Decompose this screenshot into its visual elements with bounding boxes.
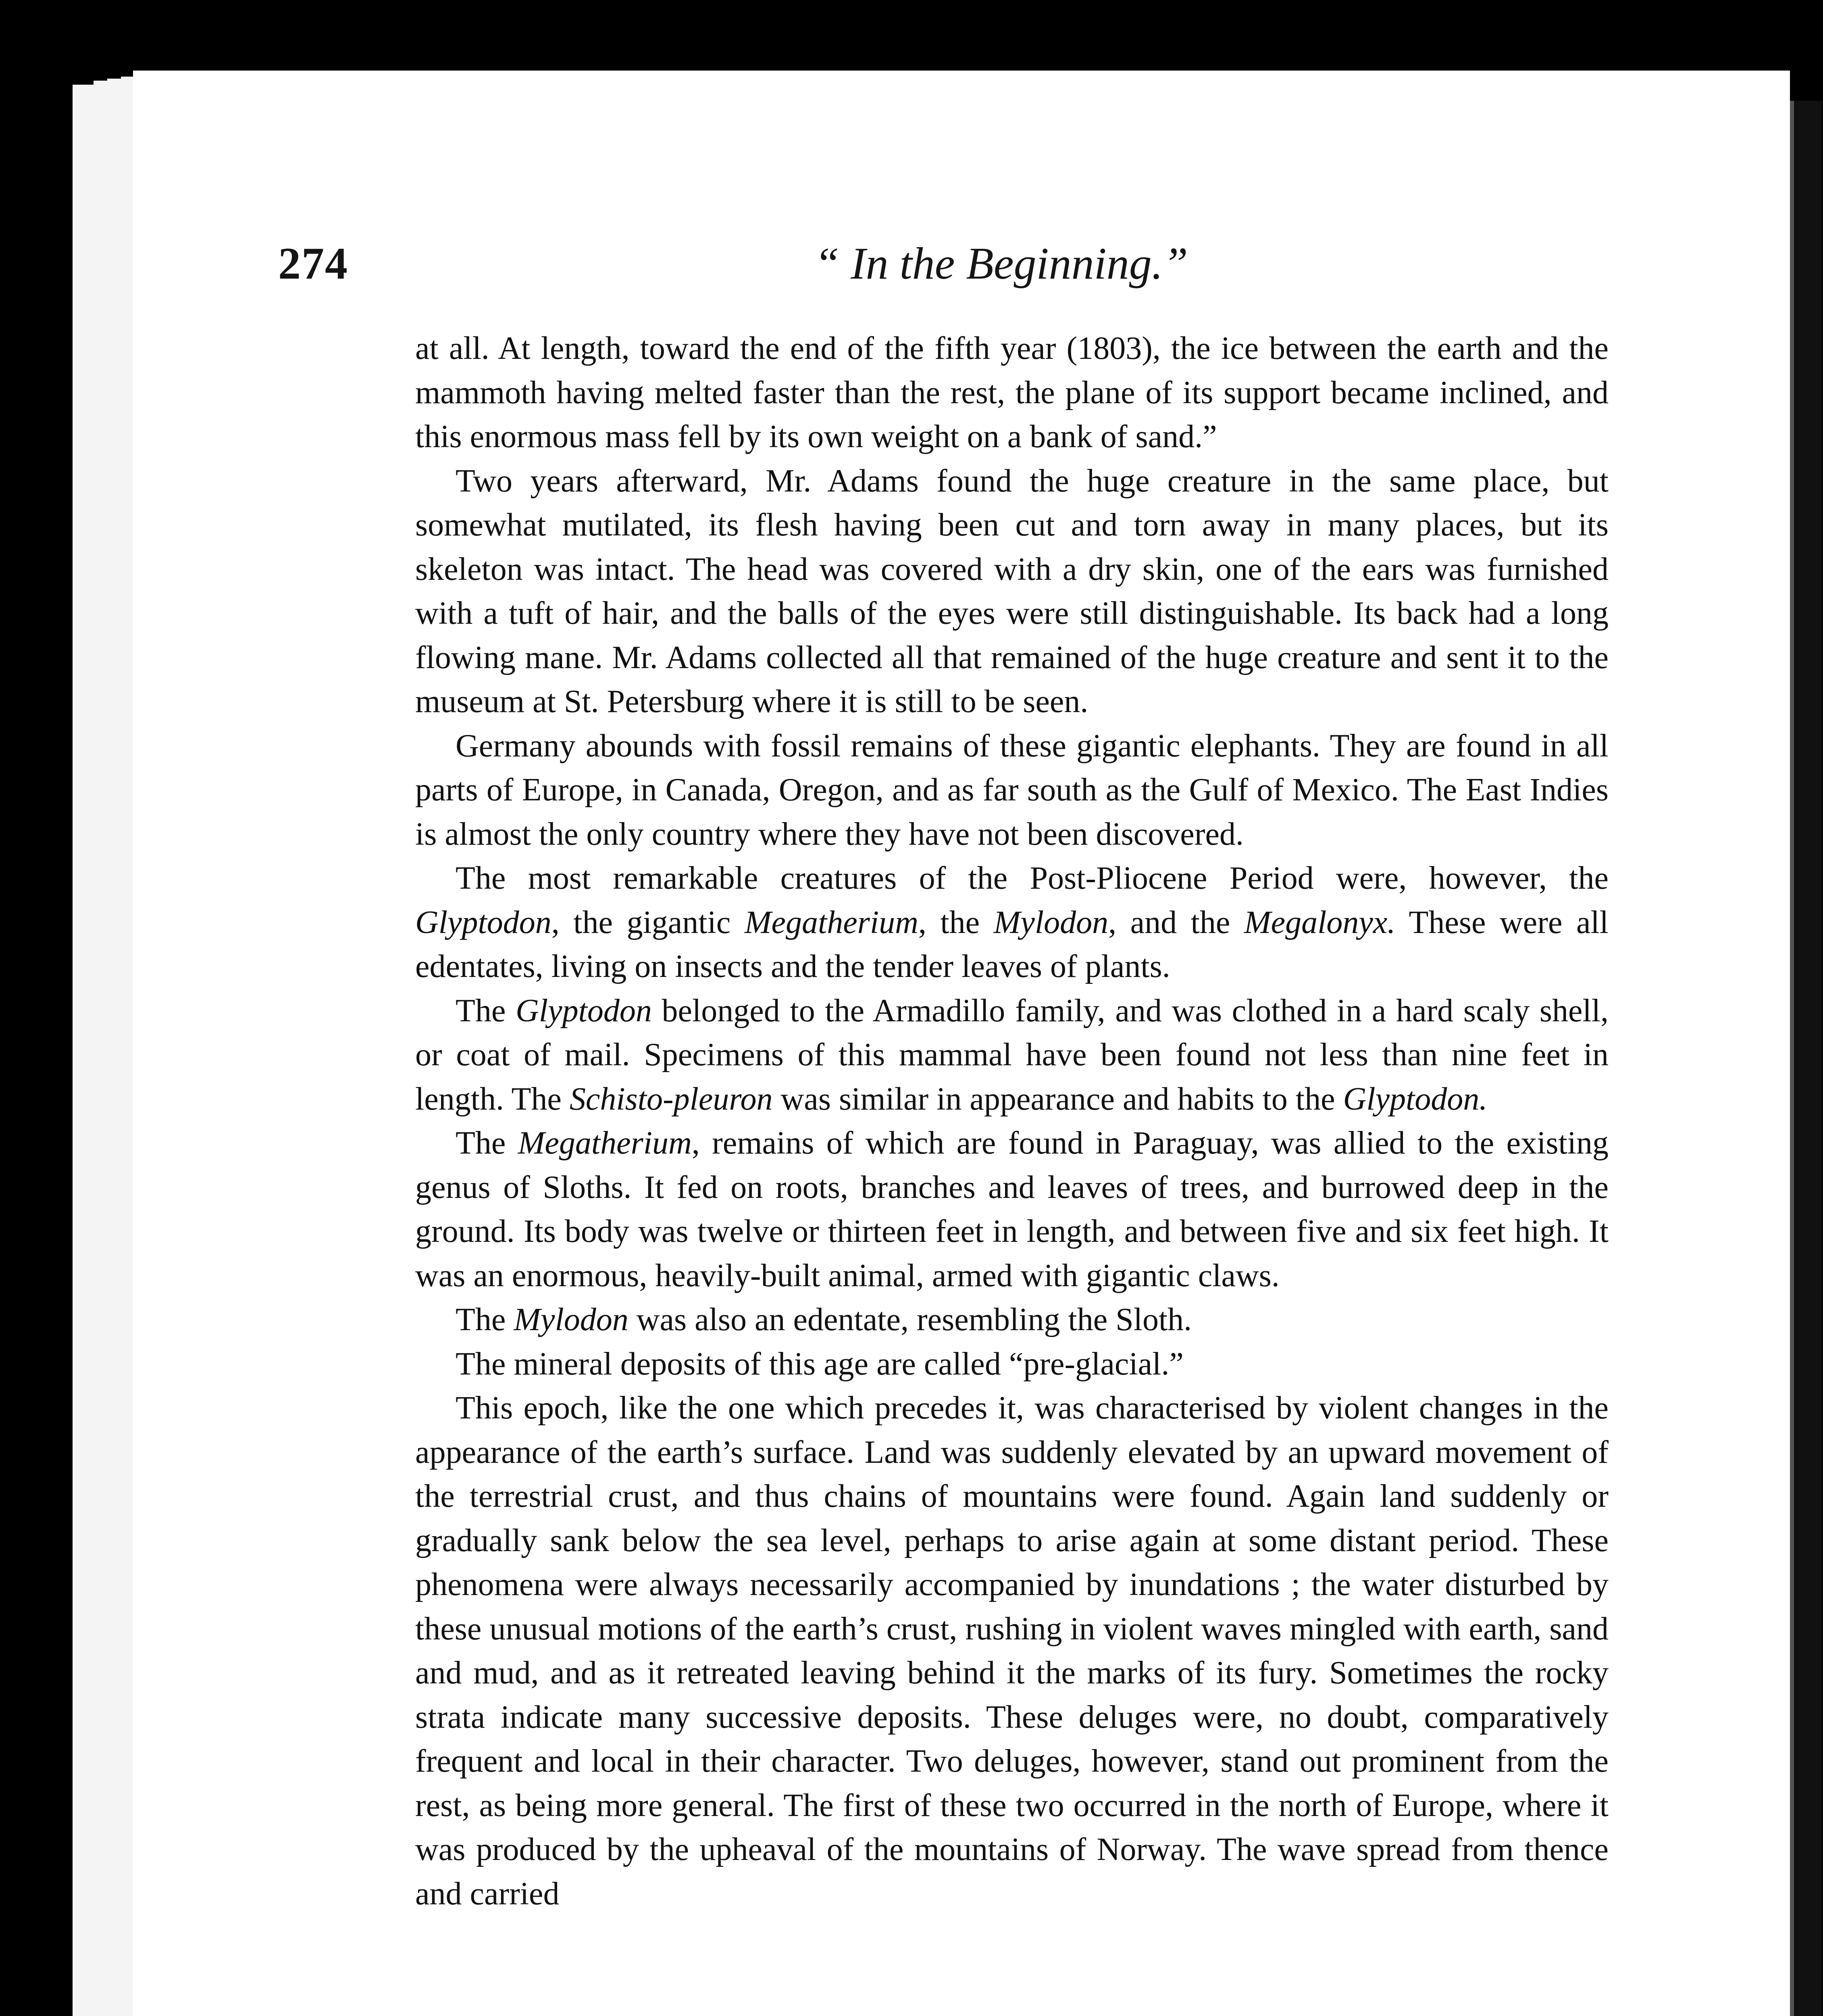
text-run: , the [918,904,994,940]
text-run: Germany abounds with fossil remains of these gigantic elephants. They are found in all parts of Europe, in Canada, Oregon, and as far south as the Gulf of Mexico. The East Indies is almost the only country where they have not been discovered. [415,728,1609,852]
text-run: was also an edentate, resembling the Sloth. [628,1302,1192,1337]
paragraph [415,724,1609,857]
paragraph [415,1386,1609,1916]
text-run: Two years afterward, Mr. Adams found the huge creature in the same place, but somewhat mutilated, its flesh having been cut and torn away in many places, but its skeleton was intact. The head was covered with a dry skin, one of the ears was furnished with a tuft of hair, and the balls of the eyes were still distinguishable. Its back had a long flowing mane. Mr. Adams collected all that remained of the huge creature and sent it to the museum at St. Petersburg where it is still to be seen. [415,463,1609,719]
paragraph [415,1121,1609,1298]
text-run: , remains of which are found in Paraguay, was allied to the existing genus of Sloths. It fed on roots, branches and leaves of trees, and burrowed deep in the ground. Its body was twelve or thirteen feet in length, and between five and six feet high. It was an enormous, heavily-built animal, armed with gigantic claws. [415,1125,1609,1293]
text-run: at all. At length, toward the end of the fifth year (1803), the ice between the earth and the mammoth having melted faster than the rest, the plane of its support became inclined, and this enormous mass fell by its own weight on a bank of sand.” [415,331,1609,454]
page-number: 274 [278,239,348,289]
italic-term: Schisto-pleuron [569,1081,773,1117]
paragraph [415,1342,1609,1387]
facing-page-edge [1790,101,1822,2016]
italic-term: Megatherium [518,1125,692,1161]
paragraph [415,327,1609,459]
text-run: , and the [1108,904,1244,940]
italic-term: Glyptodon. [1343,1081,1488,1117]
text-run: was similar in appearance and habits to the [772,1081,1343,1117]
italic-term: Megatherium [744,904,918,940]
text-run: belonged to the Armadillo family, and was clothed in a hard scaly shell, or coat of mail. Specimens of this mammal have been found not less than nine feet in length. The [415,993,1609,1117]
running-head: “ In the Beginning.” [814,239,1188,289]
paragraph [415,989,1609,1122]
text-run: These were all edentates, living on insects and the tender leaves of plants. [415,904,1609,984]
text-run: The [456,993,516,1029]
italic-term: Glyptodon [516,993,652,1029]
text-run: The [456,1302,514,1337]
page-header [278,238,1621,310]
text-run: The mineral deposits of this age are called “pre-glacial.” [456,1346,1184,1382]
paragraph [415,459,1609,724]
paragraph [415,1298,1609,1342]
italic-term: Megalonyx. [1244,904,1396,940]
body-text [415,327,1609,1916]
text-run: The most remarkable creatures of the Post-Pliocene Period were, however, the [456,860,1609,896]
text-run: The [456,1125,518,1161]
text-run: , the gigantic [551,904,745,940]
italic-term: Glyptodon [415,904,551,940]
paragraph [415,856,1609,989]
text-run: This epoch, like the one which precedes it, was characterised by violent changes in the appearance of the earth’s surface. Land was suddenly elevated by an upward movement of the terrestrial crust, and thus chains of mountains were found. Again land suddenly or gradually sank below the sea level, perhaps to arise again at some distant period. These phenomena were always necessarily accompanied by inundations ; the water disturbed by these unusual motions of the earth’s crust, rushing in violent waves mingled with earth, sand and mud, and as it retreated leaving behind it the marks of its fury. Sometimes the rocky strata indicate many successive deposits. These deluges were, no doubt, comparatively frequent and local in their character. Two deluges, however, stand out prominent from the rest, as being more general. The first of these two occurred in the north of Europe, where it was produced by the upheaval of the mountains of Norway. The wave spread from thence and carried [415,1390,1609,1912]
italic-term: Mylodon [993,904,1109,940]
italic-term: Mylodon [514,1302,628,1337]
